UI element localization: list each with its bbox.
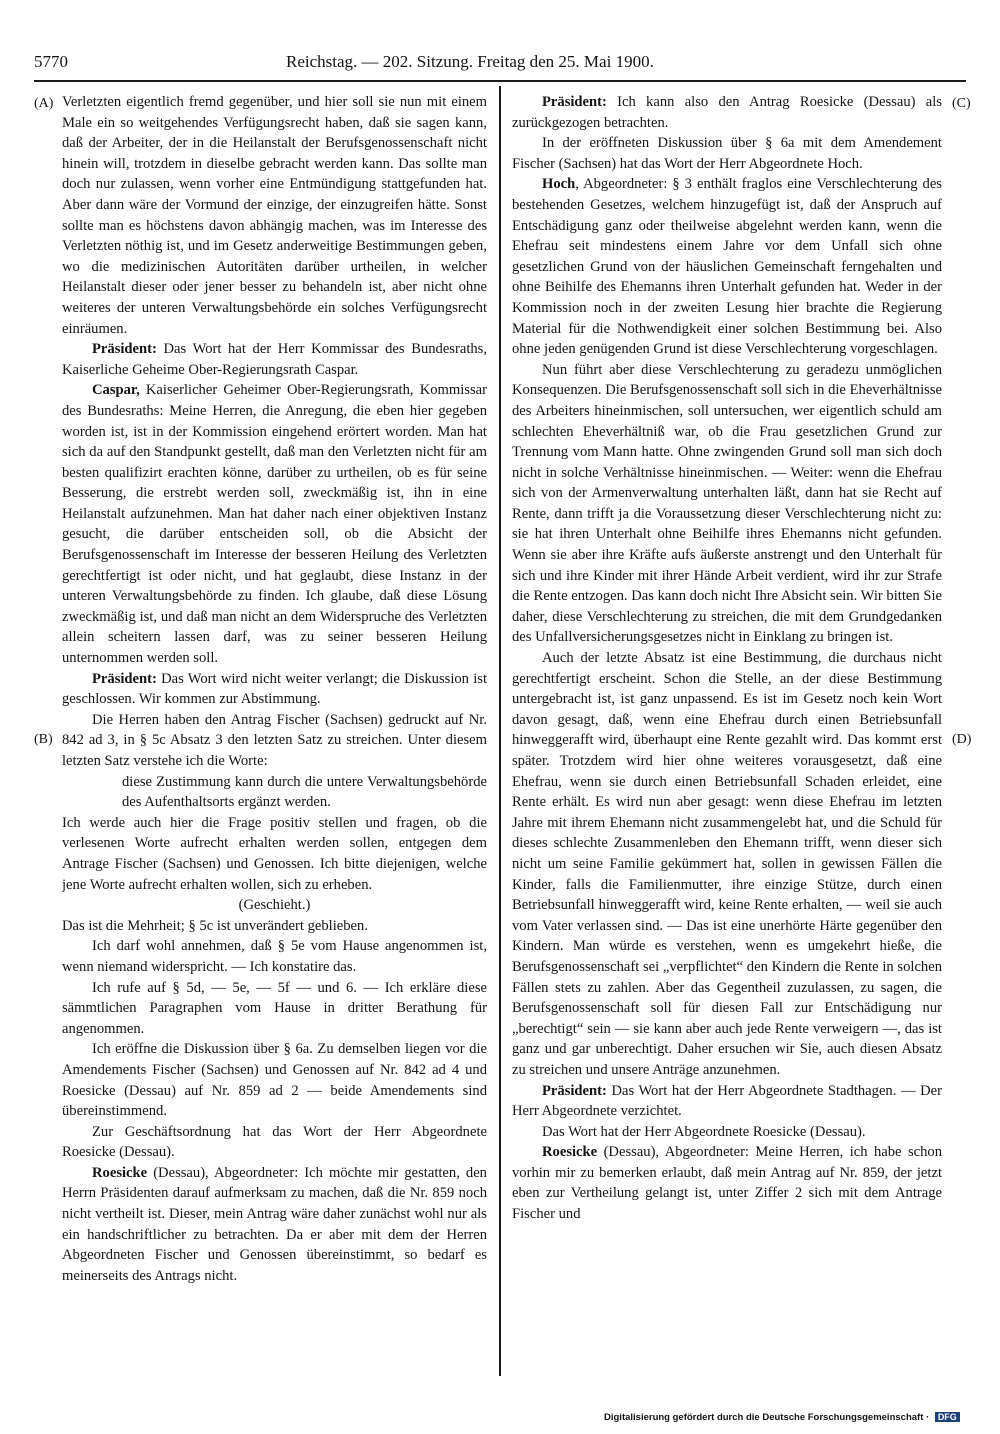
speaker-name: Hoch [542,176,576,193]
speaker-name: Präsident: [542,94,607,110]
paragraph: Präsident: Das Wort wird nicht weiter verlangt; die Diskussion ist geschlossen. Wir kommen zur Abstimmung. [62,670,487,708]
paragraph: Ich rufe auf § 5d, — 5e, — 5f — und 6. — Ich erkläre diese sämmtlichen Paragraphen vom Hause in dritter Berathung für angenommen. [62,979,487,1037]
paragraph: In der eröffneten Diskussion über § 6a mit dem Amendement Fischer (Sachsen) hat das Wort der Herr Abgeordnete Hoch. [512,135,942,172]
stage-direction: (Geschieht.) [238,897,311,914]
speaker-name: Caspar, [92,382,140,399]
column-divider [499,86,501,1376]
page-header [34,52,966,78]
paragraph: Verletzten eigentlich fremd gegenüber, und hier soll sie nun mit einem Male ein so weitgehendes Verfügungsrecht haben, daß sie sagen kann, daß der Arbeiter, der in die Heilanstalt der Berufsgenossenschaft nicht hinein will, trotzdem in dieselbe gebracht werden kann. Das sollte man doch nur zulassen, wenn vorher eine Entmündigung stattgefunden hat. Aber dann wäre der Vormund der einzige, der einzugreifen hätte. Sonst sollte man es höchstens davon abhängig machen, was im Interesse des Verletzten nöthig ist, und im Gesetz anderweitige Bestimmungen geben, wo die medizinischen Autoritäten darüber urtheilen, in welcher Heilanstalt dieser oder jener besser zu behandeln ist, aber nicht ohne weiteres der unteren Verwaltungsbehörde ein solches Verfügungsrecht einräumen. [62,94,487,337]
paragraph: Ich darf wohl annehmen, daß § 5e vom Hause angenommen ist, wenn niemand widerspricht. — Ich konstatire das. [62,938,487,975]
paragraph: Nun führt aber diese Verschlechterung zu geradezu unmöglichen Konsequenzen. Die Berufsgenossenschaft soll sich in die Eheverhältnisse des Arbeiters hineinmischen, soll untersuchen, wer eigentlich schuld am schlechten Eheverhältniß war, ob die Frau gesetzlichen Grund zur Trennung vom Mann hatte. Ohne zwingenden Grund soll man sich doch nicht in solche Verhältnisse hineinmischen. — Weiter: wenn die Ehefrau sich von der Armenverwaltung unterhalten läßt, dann hat sie Recht auf Rente, dann trifft ja die Voraussetzung dieser Verschlechterung nicht zu: sie hat ihren Unterhalt ohne Beihilfe ihres Ehemanns nicht gefunden. Wenn sie aber ihre Kräfte aufs äußerste anstrengt und den Unterhalt für sich und ihre Kinder mit ihrer Hände Arbeit verdient, wird ihr zur Strafe die Rente entzogen. Das kann doch nicht Ihre Absicht sein. Wir bitten Sie daher, diese Verschlechterung zu streichen, die mit dem Grundgedanken des Unfallversicherungsgesetzes nicht in Einklang zu bringen ist. [512,361,942,646]
quoted-text: diese Zustimmung kann durch die untere Verwaltungsbehörde des Aufenthaltsorts ergänzt werden. [122,773,487,811]
footer-text: Digitalisierung gefördert durch die Deutsche Forschungsgemeinschaft · [604,1412,930,1423]
paragraph: Zur Geschäftsordnung hat das Wort der Herr Abgeordnete Roesicke (Dessau). [62,1123,487,1161]
margin-marker-a: (A) [34,96,54,111]
header-rule [34,80,966,82]
paragraph: Ich eröffne die Diskussion über § 6a. Zu demselben liegen vor die Amendements Fischer (Sachsen) und Genossen auf Nr. 842 ad 4 und Roesicke (Dessau) auf Nr. 859 ad 2 — beide Amendements sind übereinstimmend. [62,1041,487,1120]
speaker-name: Präsident: [542,1082,607,1099]
digitization-footer [604,1412,986,1428]
paragraph: Roesicke (Dessau), Abgeordneter: Ich möchte mir gestatten, den Herrn Präsidenten darauf aufmerksam zu machen, daß die Nr. 859 noch nicht vertheilt ist. Dieser, mein Antrag wäre daher zunächst wohl nur als ein handschriftlicher zu betrachten. Da er aber mit dem der Herren Abgeordneten Fischer und Genossen übereinstimmt, so bedarf es meinerseits des Antrags nicht. [62,1164,487,1284]
left-column [62,92,487,1382]
margin-marker-c: (C) [952,96,971,111]
paragraph: Ich werde auch hier die Frage positiv stellen und fragen, ob die verlesenen Worte aufrecht erhalten werden sollen, entgegen dem Antrage Fischer (Sachsen) und Genossen. Ich bitte diejenigen, welche jene Worte aufrecht erhalten wollen, sich zu erheben. [62,814,487,893]
speaker-name: Roesicke [92,1164,148,1181]
paragraph: Die Herren haben den Antrag Fischer (Sachsen) gedruckt auf Nr. 842 ad 3, in § 5c Absatz 3 den letzten Satz zu streichen. Unter diesem letzten Satz verstehe ich die Worte: [62,711,487,769]
paragraph: Roesicke (Dessau), Abgeordneter: Meine Herren, ich habe schon vorhin mir zu bemerken erlaubt, daß mein Antrag auf Nr. 859, der jetzt eben zur Vertheilung gelangt ist, unter Ziffer 2 sich mit dem Antrage Fischer und [512,1144,942,1223]
page-number: 5770 [34,52,68,71]
margin-marker-b: (B) [34,732,53,747]
speaker-name: Roesicke [542,1144,598,1161]
margin-marker-d: (D) [952,732,972,747]
paragraph: Präsident: Ich kann also den Antrag Roesicke (Dessau) als zurückgezogen betrachten. [512,94,942,131]
speaker-name: Präsident: [92,341,157,358]
paragraph: Das ist die Mehrheit; § 5c ist unverändert geblieben. [62,917,368,934]
right-column [512,92,942,1382]
dfg-logo: DFG [935,1412,960,1422]
paragraph: Präsident: Das Wort hat der Herr Kommissar des Bundesraths, Kaiserliche Geheime Ober-Regierungsrath Caspar. [62,341,487,378]
running-head: Reichstag. — 202. Sitzung. Freitag den 25. Mai 1900. [286,52,654,71]
paragraph: Caspar, Kaiserlicher Geheimer Ober-Regierungsrath, Kommissar des Bundesraths: Meine Herren, die Anregung, die eben hier gegeben worden ist, ist in der Kommission eingehend erörtert worden. Man hat sich da auf den Standpunkt gestellt, daß man den Verletzten nicht für am besten qualifizirt erachten könne, darüber zu urtheilen, ob es für seine Besserung, die erstrebt werden soll, zweckmäßig ist, ihn in eine Heilanstalt aufzunehmen. Man hat daher nach einer objektiven Instanz gesucht, die darüber entscheiden soll, ob die Absicht der Berufsgenossenschaft im Interesse der besseren Heilung des Verletzten gerechtfertigt ist oder nicht, und hat geglaubt, diese Instanz in der unteren Verwaltungsbehörde zu finden. Ich glaube, daß diese Lösung zweckmäßig ist, und daß man nicht an dem Widerspruche des Verletzten allein scheitern lassen darf, was zu seiner besseren Heilung unternommen werden soll. [62,382,487,667]
paragraph: Hoch, Abgeordneter: § 3 enthält fraglos eine Verschlechterung des bestehenden Gesetzes, welchem hinzugefügt ist, daß der Anspruch auf Entschädigung ganz oder theilweise abgelehnt werden kann, wenn die Ehefrau seit mindestens einem Jahre vor dem Unfall sich ohne gesetzlichen Grund von der häuslichen Gemeinschaft ferngehalten und ohne Beihilfe des Ehemanns ihren Unterhalt gefunden hat. Weder in der Kommission noch in der zweiten Lesung hier brachte die Regierung Material für die Nothwendigkeit einer solchen Bestimmung bei. Also ohne jeden genügenden Grund ist diese Verschlechterung vorgeschlagen. [512,176,942,358]
paragraph: Auch der letzte Absatz ist eine Bestimmung, die durchaus nicht gerechtfertigt erscheint. Schon die Stelle, an der diese Bestimmung untergebracht ist, ist ganz unpassend. Es ist im Gesetz noch kein Wort davon gesagt, daß, wenn eine Ehefrau durch einen Betriebsunfall hinweggerafft wird, überhaupt eine Rente gezahlt wird. Das kommt erst später. Trotzdem wird hier ohne weiteres vorausgesetzt, daß eine Ehefrau, wenn sie durch einen Betriebsunfall Schaden erleidet, eine Rente erhält. Es wird nun aber gesagt: wenn diese Ehefrau im letzten Jahre mit ihrem Ehemann nicht zusammengelebt hat, und die Schuld für dieses schlechte Zusammenleben den Ehemann trifft, wenn dieser sich nicht um seine Familie gekümmert hat, sollen in gewissen Fällen die Kinder, falls die Familienmutter, ihre einzige Stütze, durch einen Betriebsunfall hinweggerafft wird, keine Rente erhalten, — weil sie auch vom Vater verlassen sind. — Das ist eine unerhörte Härte gegenüber den Kindern. Man würde es verstehen, wenn es umgekehrt hieße, die Berufsgenossenschaft sei „verpflichtet“ den Kindern die Rente in solchen Fällen stets zu zahlen. Aber das Gegentheil zuzulassen, zu sagen, die Berufsgenossenschaft soll für diesen Fall zur Entschädigung nur „berechtigt“ sein — sie kann aber auch jede Rente verweigern —, das ist ganz und gar unberechtigt. Daher ersuchen wir Sie, auch diesen Absatz zu streichen und unsere Anträge anzunehmen. [512,650,942,1078]
paragraph: Das Wort hat der Herr Abgeordnete Roesicke (Dessau). [542,1123,866,1140]
speaker-name: Präsident: [92,670,157,687]
paragraph: Präsident: Das Wort hat der Herr Abgeordnete Stadthagen. — Der Herr Abgeordnete verzichtet. [512,1082,942,1120]
